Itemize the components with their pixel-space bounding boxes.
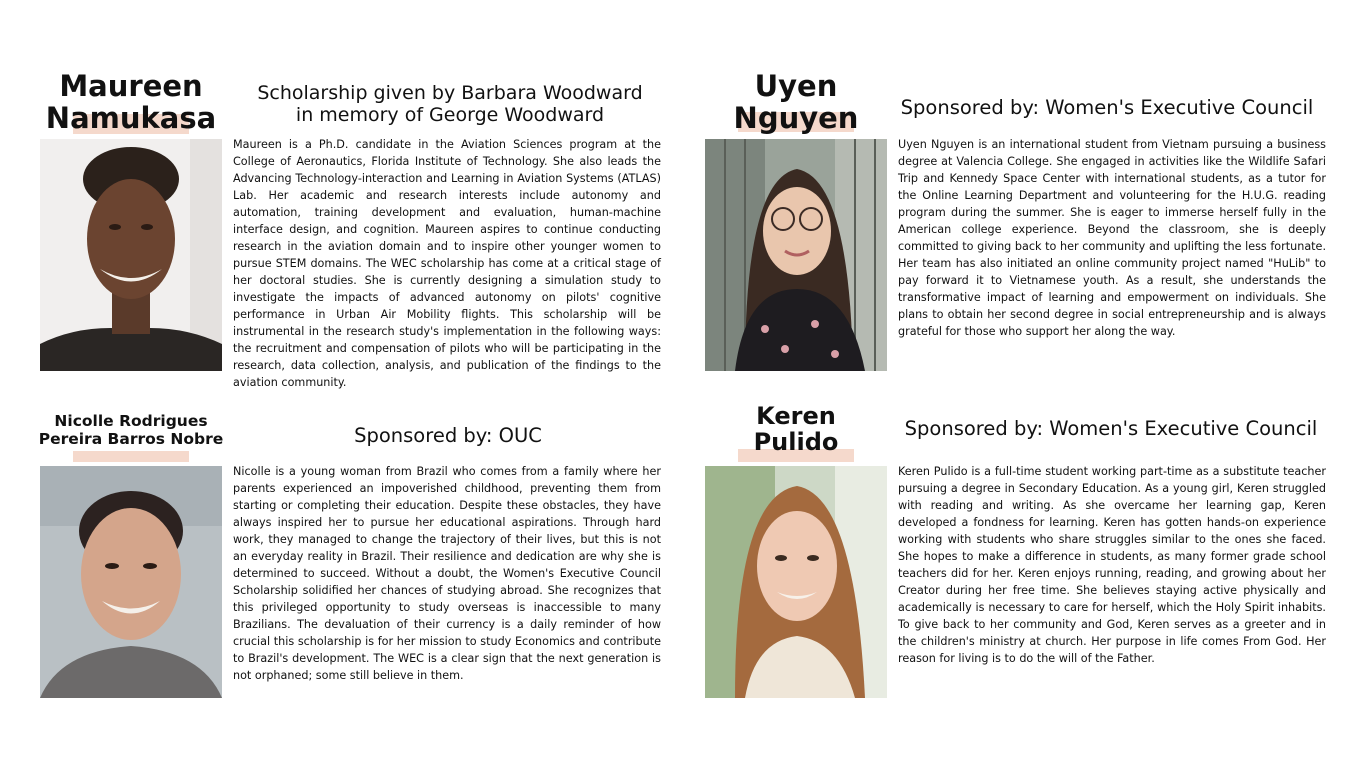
sponsor-line-2: in memory of George Woodward [295,104,605,126]
profile-bio-nicolle: Nicolle is a young woman from Brazil who comes from a family where her parents experienced an impoverished childhood, preventing them from starting or completing their education. Despite these obstacles, they have always inspired her to pursue her educational aspirations. Through hard work, they managed to change the trajectory of their lives, but this is not an everyday reality in Brazil. Their resilience and dedication are why she is determined to succeed. Without a doubt, the Women's Executive Council Scholarship solidified her chances of studying abroad. She recognizes that this privileged opportunity to study overseas is inaccessible to many Brazilians. The devaluation of their currency is a daily reminder of how crucial this scholarship is for her mission to study Economics and contribute to Brazil's development. The WEC is a clear sign that the next generation is not orphaned; some still believe in them. [233,465,661,682]
name-line-2: Nguyen [733,101,859,135]
sponsor-line-1: Sponsored by: Women's Executive Council [904,417,1318,440]
name-line-2: Pulido [753,428,839,456]
name-line-1: Keren [756,402,836,430]
profile-name-nicolle [30,412,232,448]
name-line-1: Nicolle Rodrigues [54,412,208,430]
profile-photo-keren [705,466,887,698]
sponsor-line-1: Scholarship given by Barbara Woodward [257,82,643,104]
profile-name-uyen [705,70,887,134]
sponsor-heading-keren [897,417,1325,441]
sponsor-heading-uyen [897,96,1317,120]
profile-bio-maureen: Maureen is a Ph.D. candidate in the Aviation Sciences program at the College of Aeronautics, Florida Institute of Technology. She also leads the Advancing Technology-interaction and Learning in Aviation Systems (ATLAS) Lab. Her academic and research interests include autonomy and automation, training development and evaluation, human-machine interface design, and cognition. Maureen aspires to continue conducting research in the aviation domain and to inspire other younger women to pursue STEM domains. The WEC scholarship has come at a critical stage of her doctoral studies. She is currently designing a simulation study to investigate the impacts of advanced autonomy on pilots' cognitive performance in Urban Air Mobility flights. This scholarship will be instrumental in the research study's implementation in the following ways: the recruitment and compensation of pilots who will be participating in the research, data collection, analysis, and publication of the findings to the aviation community. [233,138,661,389]
name-line-1: Maureen [59,69,203,103]
name-line-2: Namukasa [45,101,217,135]
sponsor-line-1: Sponsored by: Women's Executive Council [900,96,1314,119]
sponsor-heading-maureen [232,82,668,126]
name-underline [73,451,189,462]
name-line-2: Pereira Barros Nobre [38,430,224,448]
profile-photo-nicolle [40,466,222,698]
profile-name-maureen [40,70,222,134]
name-line-1: Uyen [754,69,838,103]
profile-photo-uyen [705,139,887,371]
profile-name-keren [705,403,887,455]
profile-bio-keren: Keren Pulido is a full-time student working part-time as a substitute teacher pursuing a degree in Secondary Education. As a young girl, Keren struggled with reading and writing. As she overcame her learning gap, Keren developed a fondness for learning. Keren has gotten hands-on experience working with students who share struggles similar to the ones she faced. She hopes to make a difference in students, as many former grade school teachers did for her. Keren enjoys running, reading, and growing about her Creator during her free time. She believes staying active physically and academically is necessary to care for herself, which the Holy Spirit inhabits. To give back to her community and God, Keren serves as a greeter and in the children's ministry at church. Her purpose in life comes From God. Her reason for living is to do the will of the Father. [898,465,1326,665]
sponsor-line-1: Sponsored by: OUC [354,424,542,447]
profile-bio-uyen: Uyen Nguyen is an international student from Vietnam pursuing a business degree at Valencia College. She engaged in activities like the Wildlife Safari Trip and Kennedy Space Center with international students, as a tutor for the Online Learning Department and volunteering for the H.U.G. reading program during the summer. She is eager to immerse herself fully in the American college experience. Beyond the classroom, she is deeply committed to giving back to her community and uplifting the less fortunate. Her team has also initiated an online community project named "HuLib" to pay forward it to Vietnamese youth. As a result, she understands the transformative impact of learning and empowerment on individuals. She plans to obtain her second degree in social entrepreneurship and is always grateful for those who support her along the way. [898,138,1326,338]
sponsor-heading-nicolle [232,424,664,448]
profile-photo-maureen [40,139,222,371]
